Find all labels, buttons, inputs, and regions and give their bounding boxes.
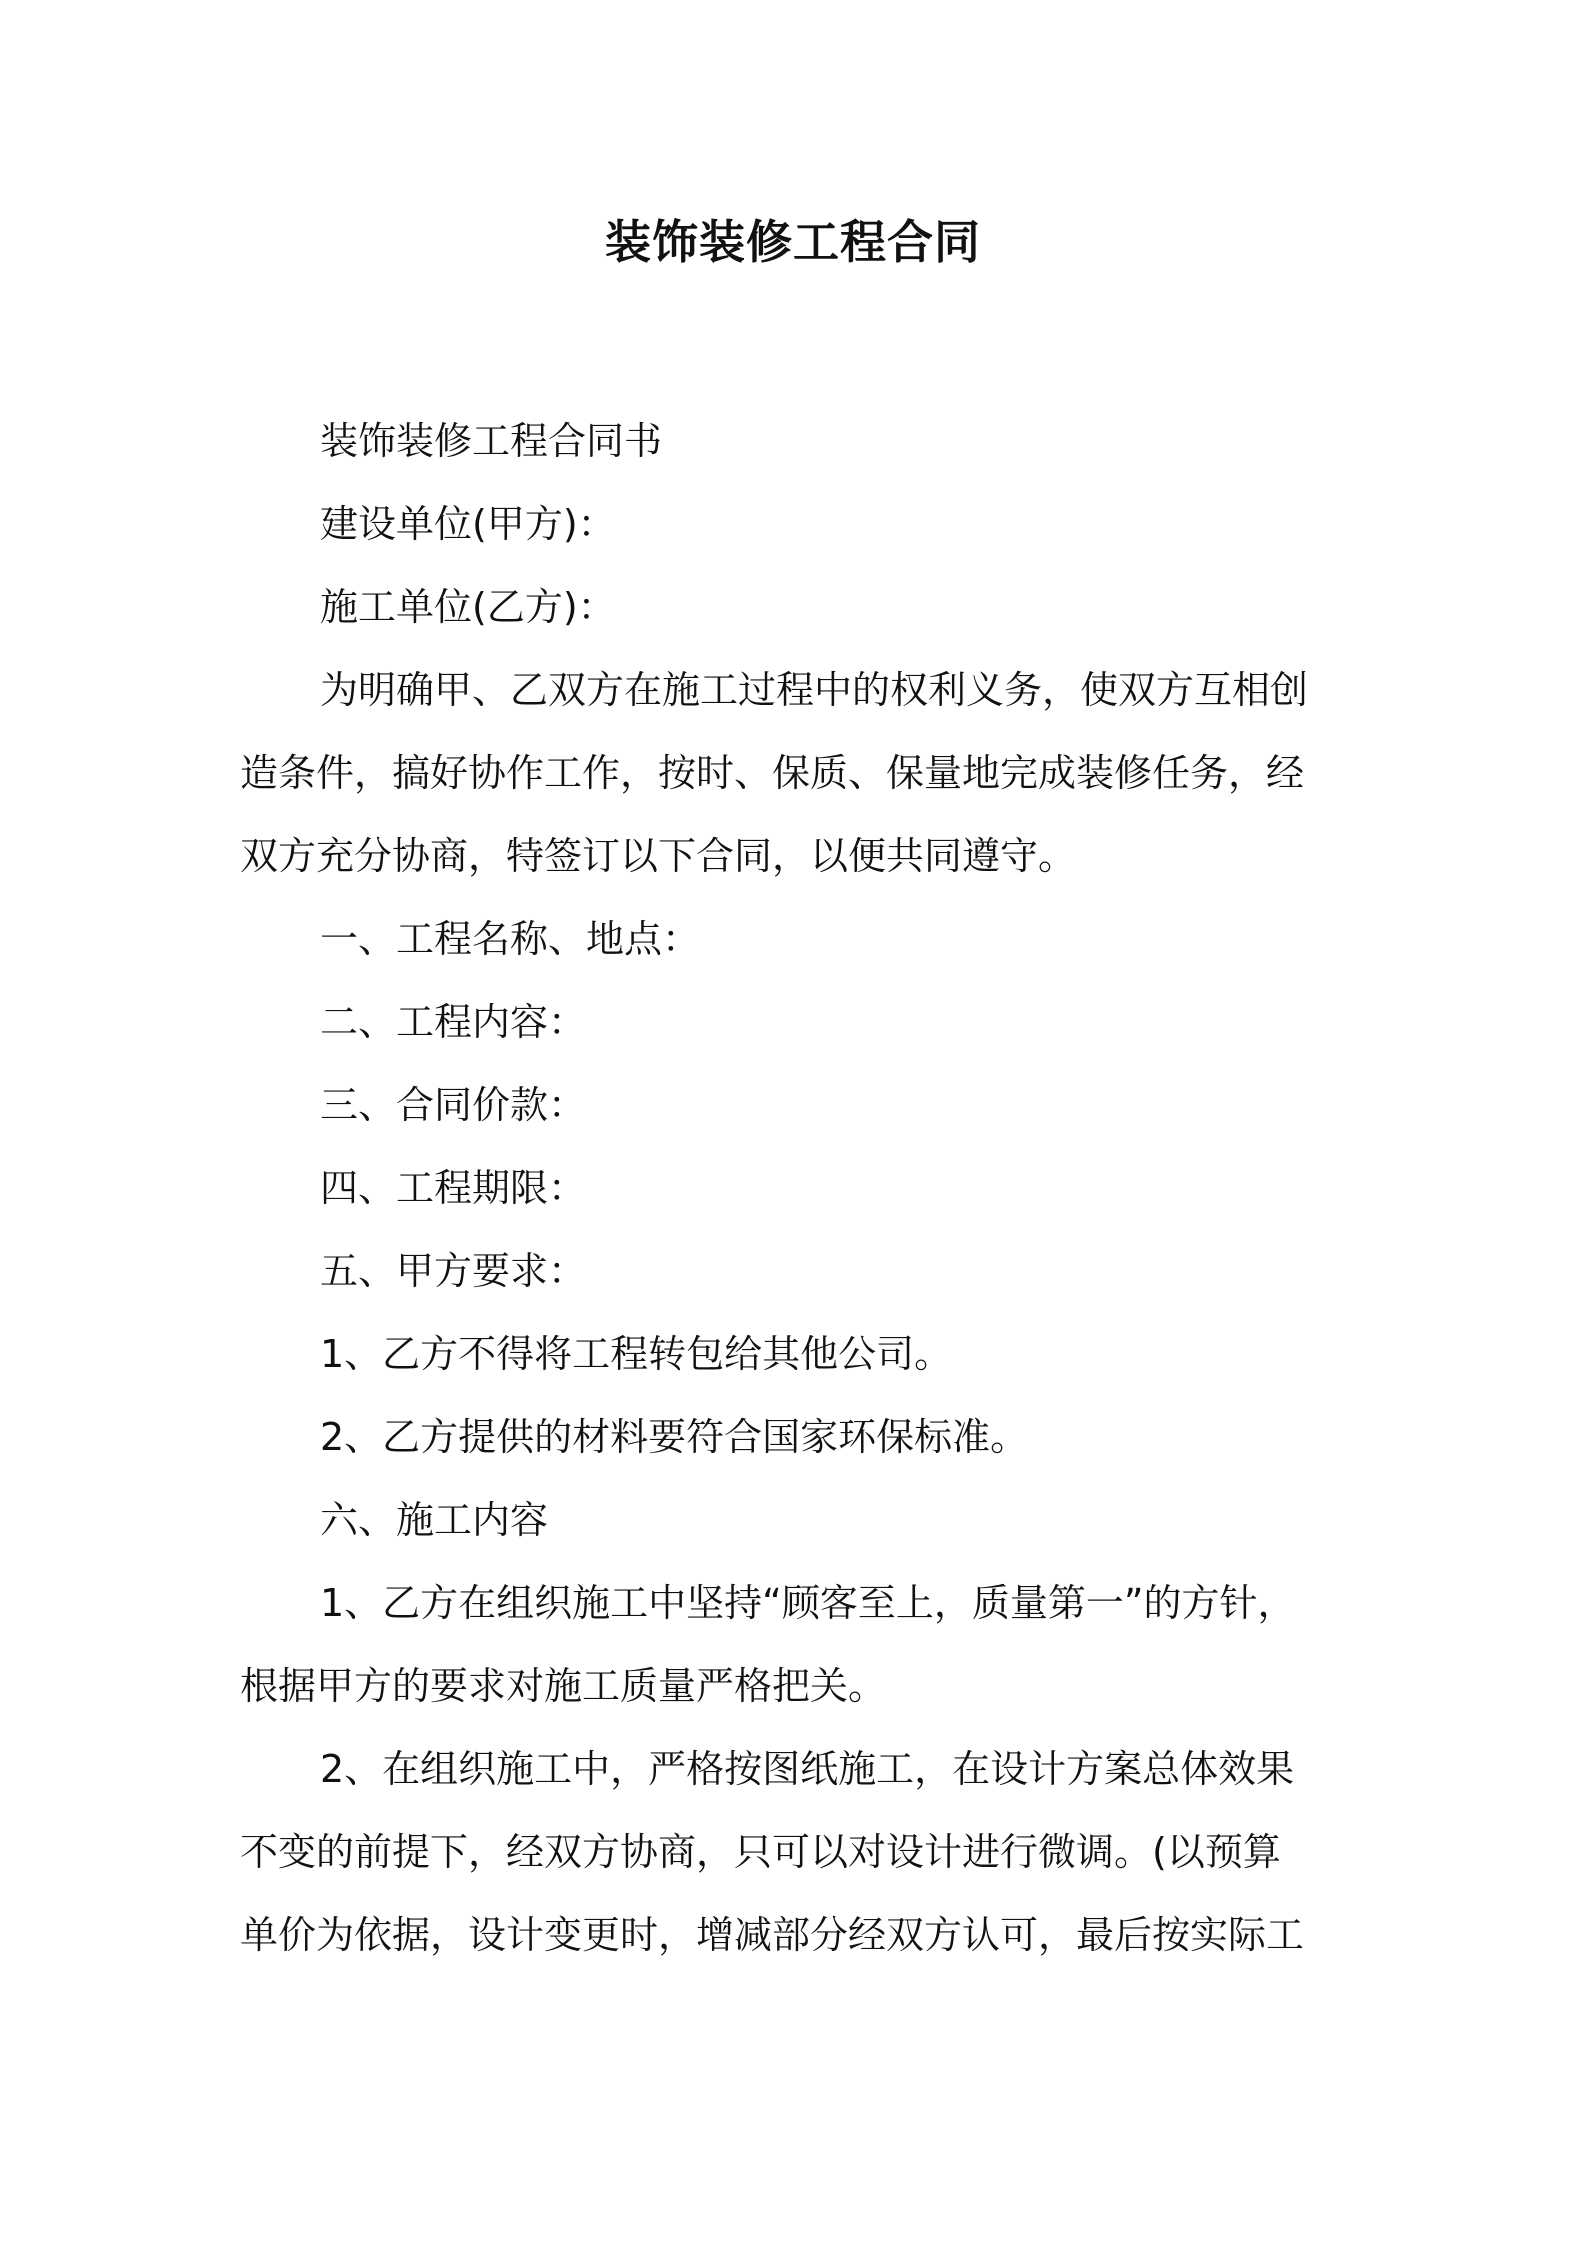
paragraph-4-line-1: 为明确甲、乙双方在施工过程中的权利义务，使双方互相创 [320,668,1309,712]
paragraph-12-line-1: 六、施工内容 [320,1498,549,1542]
paragraph-8-line-1: 四、工程期限： [320,1166,587,1210]
paragraph-4-line-3: 双方充分协商，特签订以下合同，以便共同遵守。 [240,834,1077,878]
paragraph-9-line-1: 五、甲方要求： [320,1249,587,1293]
paragraph-13-line-2: 根据甲方的要求对施工质量严格把关。 [240,1664,887,1708]
paragraph-14-line-3: 单价为依据，设计变更时，增减部分经双方认可，最后按实际工 [240,1913,1305,1957]
paragraph-13-line-1: 1、乙方在组织施工中坚持“顾客至上，质量第一”的方针， [320,1581,1296,1625]
paragraph-1-line-1: 装饰装修工程合同书 [320,419,663,463]
paragraph-2-line-1: 建设单位(甲方)： [320,502,616,546]
paragraph-4-line-2: 造条件，搞好协作工作，按时、保质、保量地完成装修任务，经 [240,751,1305,795]
paragraph-14-line-2: 不变的前提下，经双方协商，只可以对设计进行微调。(以预算 [240,1830,1281,1874]
paragraph-10-line-1: 1、乙方不得将工程转包给其他公司。 [320,1332,953,1376]
paragraph-3-line-1: 施工单位(乙方)： [320,585,616,629]
paragraph-5-line-1: 一、工程名称、地点： [320,917,701,961]
paragraph-14-line-1: 2、在组织施工中，严格按图纸施工，在设计方案总体效果 [320,1747,1295,1791]
paragraph-6-line-1: 二、工程内容： [320,1000,587,1044]
document-body [240,400,1350,1977]
paragraph-11-line-1: 2、乙方提供的材料要符合国家环保标准。 [320,1415,1029,1459]
paragraph-7-line-1: 三、合同价款： [320,1083,587,1127]
document-title: 装饰装修工程合同 [605,215,981,269]
